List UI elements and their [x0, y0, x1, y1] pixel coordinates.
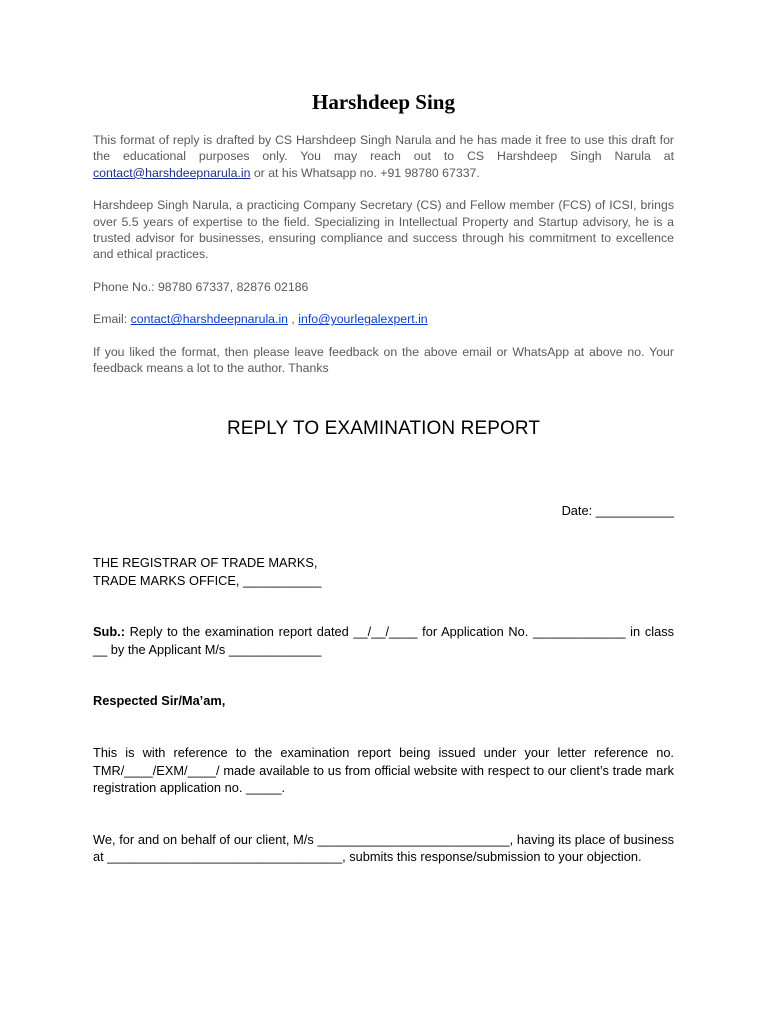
addressee-line-1: THE REGISTRAR OF TRADE MARKS, — [93, 555, 318, 571]
document-title: Harshdeep Sing — [312, 90, 455, 114]
intro-email-link[interactable]: contact@harshdeepnarula.in — [93, 165, 251, 180]
intro-paragraph-2: Harshdeep Singh Narula, a practicing Company Secretary (CS) and Fellow member (FCS) of ICSI, brings over 5.5 years of expertise to the field. Specializing in Intellectual Property and Startup advisory, he is a trusted advisor for businesses, ensuring compliance and success through his commitment to excellence and ethical practices. — [93, 198, 674, 262]
reply-heading: REPLY TO EXAMINATION REPORT — [226, 418, 541, 440]
salutation: Respected Sir/Ma’am, — [93, 693, 226, 709]
feedback-paragraph: If you liked the format, then please leave feedback on the above email or WhatsApp at above no. Your feedback means a lot to the author. Thanks — [93, 344, 674, 376]
addressee-line-2: TRADE MARKS OFFICE, ___________ — [93, 572, 322, 588]
body-paragraph-2: We, for and on behalf of our client, M/s ___________________________, having its place of business at _________________________________, submits this response/submission to your objection. — [93, 831, 674, 865]
email-line — [93, 311, 674, 327]
email-link-2[interactable]: info@yourlegalexpert.in — [298, 312, 428, 327]
subject-label: Sub.: — [93, 624, 125, 640]
intro-p1-tail: or at his Whatsapp no. +91 98780 67337. — [250, 165, 480, 180]
email-link-1[interactable]: contact@harshdeepnarula.in — [130, 312, 289, 327]
subject-paragraph — [93, 623, 674, 658]
document-content — [93, 88, 674, 866]
date-line: Date: ___________ — [561, 503, 674, 519]
phone-line: Phone No.: 98780 67337, 82876 02186 — [93, 279, 309, 294]
email-label: Email: — [93, 312, 131, 327]
email-separator: , — [288, 312, 299, 327]
intro-p1-text: This format of reply is drafted by CS Harshdeep Singh Narula and he has made it free to use this draft for the educational purposes only. You may reach out to CS Harshdeep Singh Narula at — [93, 133, 674, 164]
subject-text: Reply to the examination report dated __/__/____ for Application No. _____________ in class __ by the Applicant M/s _____________ — [93, 624, 674, 657]
intro-paragraph-1 — [93, 132, 674, 181]
body-paragraph-1: This is with reference to the examination report being issued under your letter reference no. TMR/____/EXM/____/ made available to us from official website with respect to our client’s trade mark registration application no. _____. — [93, 745, 674, 796]
